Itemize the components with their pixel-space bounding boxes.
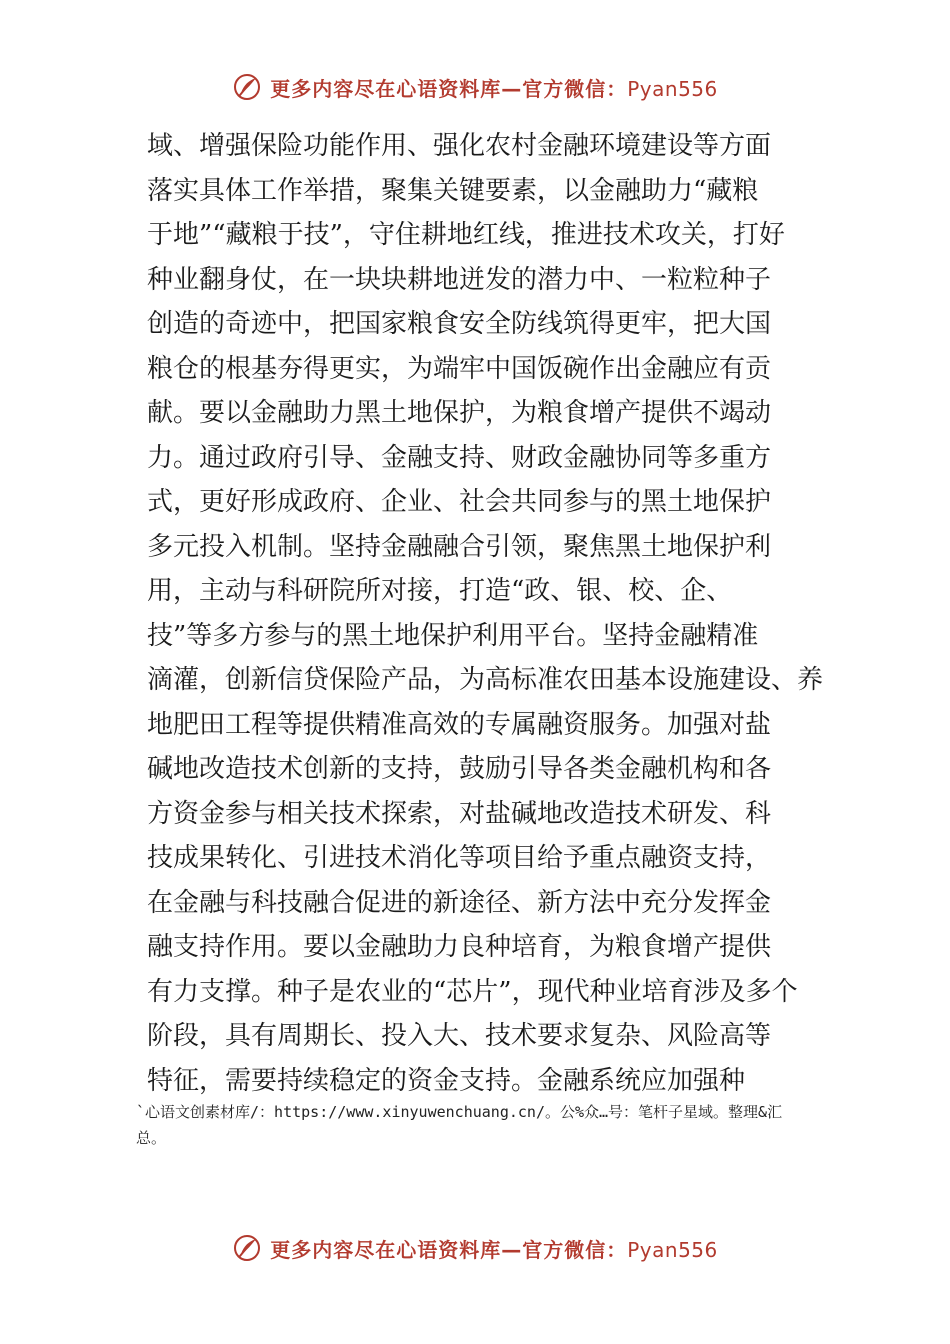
body-text xyxy=(147,124,837,1103)
header-banner-text xyxy=(270,73,718,102)
feather-pen-logo-icon xyxy=(232,72,262,102)
header-banner xyxy=(0,72,950,102)
body-line: 落实具体工作举措，聚集关键要素，以金融助力“藏粮 xyxy=(147,175,759,206)
body-line: 创造的奇迹中，把国家粮食安全防线筑得更牢，把大国 xyxy=(147,309,772,339)
footnote-line: 总。 xyxy=(136,1129,167,1147)
body-line: 地肥田工程等提供精准高效的专属融资服务。加强对盐 xyxy=(147,709,772,740)
body-line: 碱地改造技术创新的支持，鼓励引导各类金融机构和各 xyxy=(147,754,772,784)
footnote xyxy=(136,1099,856,1151)
body-line: 力。通过政府引导、金融支持、财政金融协同等多重方 xyxy=(147,442,772,473)
body-line: 滴灌，创新信贷保险产品，为高标准农田基本设施建设、养 xyxy=(147,665,824,695)
footer-wechat-id: Pyan556 xyxy=(627,1237,718,1262)
body-line: 用，主动与科研院所对接，打造“政、银、校、企、 xyxy=(147,576,733,606)
body-line: 特征，需要持续稳定的资金支持。金融系统应加强种 xyxy=(147,1065,746,1096)
body-line: 于地”“藏粮于技”，守住耕地红线，推进技术攻关，打好 xyxy=(147,220,785,250)
body-line: 阶段，具有周期长、投入大、技术要求复杂、风险高等 xyxy=(147,1021,772,1051)
body-line: 多元投入机制。坚持金融融合引领，聚焦黑土地保护利 xyxy=(147,531,772,562)
body-line: 有力支撑。种子是农业的“芯片”，现代种业培育涉及多个 xyxy=(147,976,798,1007)
body-line: 技”等多方参与的黑土地保护利用平台。坚持金融精准 xyxy=(147,620,759,651)
header-wechat-id: Pyan556 xyxy=(627,76,718,101)
footnote-line: `心语文创素材库/：https://www.xinyuwenchuang.cn/。公%众…号：笔杆子星域。整理&汇 xyxy=(136,1103,783,1121)
footer-banner xyxy=(0,1233,950,1263)
body-line: 融支持作用。要以金融助力良种培育，为粮食增产提供 xyxy=(147,932,772,962)
feather-pen-logo-icon xyxy=(232,1233,262,1263)
body-line: 在金融与科技融合促进的新途径、新方法中充分发挥金 xyxy=(147,887,772,918)
header-banner-main: 更多内容尽在心语资料库—官方微信： xyxy=(270,76,628,101)
body-line: 域、增强保险功能作用、强化农村金融环境建设等方面 xyxy=(147,131,772,161)
body-line: 献。要以金融助力黑土地保护，为粮食增产提供不竭动 xyxy=(147,398,772,428)
body-line: 式，更好形成政府、企业、社会共同参与的黑土地保护 xyxy=(147,487,772,517)
body-line: 粮仓的根基夯得更实，为端牢中国饭碗作出金融应有贡 xyxy=(147,353,772,384)
body-line: 方资金参与相关技术探索，对盐碱地改造技术研发、科 xyxy=(147,798,772,829)
body-line: 种业翻身仗，在一块块耕地迸发的潜力中、一粒粒种子 xyxy=(147,264,772,295)
footer-banner-main: 更多内容尽在心语资料库—官方微信： xyxy=(270,1237,628,1262)
footer-banner-text xyxy=(270,1234,718,1263)
body-line: 技成果转化、引进技术消化等项目给予重点融资支持， xyxy=(147,843,772,873)
